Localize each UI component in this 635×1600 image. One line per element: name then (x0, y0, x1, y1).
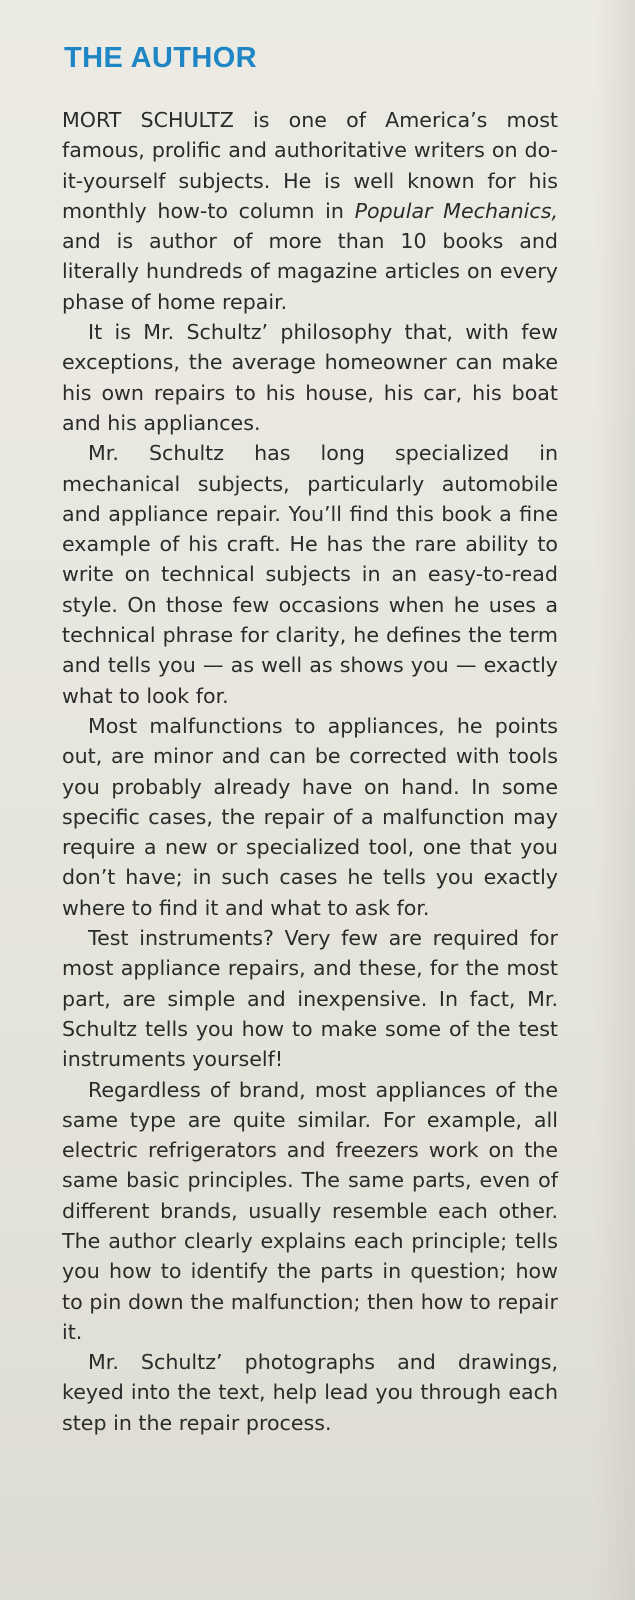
section-heading: THE AUTHOR (64, 42, 258, 74)
paragraph-4: Most malfunctions to appliances, he points out, are minor and can be corrected with tools you probably already have on hand. In some specific cases, the repair of a malfunction may require a new or specialized tool, one that you don’t have; in such cases he tells you exactly where to find it and what to ask for. (62, 713, 558, 920)
author-bio (62, 105, 558, 1438)
paragraph-1-lead: MORT SCHULTZ is one of America’s most famous, prolific and authoritative writers on do-it-yourself subjects. He is well known for his monthly how-to column in (62, 108, 558, 223)
paragraph-1-tail: and is author of more than 10 books and literally hundreds of magazine articles on every phase of home repair. (62, 229, 558, 314)
paragraph-7: Mr. Schultz’ photographs and drawings, keyed into the text, help lead you through each step in the repair process. (62, 1350, 558, 1435)
paragraph-2: It is Mr. Schultz’ philosophy that, with few exceptions, the average homeowner can make his own repairs to his house, his car, his boat and his appliances. (62, 320, 558, 435)
page-edge-shadow (595, 0, 635, 1600)
magazine-title: Popular Mechanics, (354, 198, 558, 223)
paragraph-3: Mr. Schultz has long specialized in mechanical subjects, particularly automobile and appliance repair. You’ll find this book a fine example of his craft. He has the rare ability to write on technical subjects in an easy-to-read style. On those few occasions when he uses a technical phrase for clarity, he defines the term and tells you — as well as shows you — exactly what to look for. (62, 441, 558, 708)
paragraph-5: Test instruments? Very few are required for most appliance repairs, and these, for the most part, are simple and inexpensive. In fact, Mr. Schultz tells you how to make some of the test instruments yourself! (62, 926, 558, 1072)
paragraph-1 (62, 105, 558, 317)
paragraph-6: Regardless of brand, most appliances of the same type are quite similar. For example, all electric refrigerators and freezers work on the same basic principles. The same parts, even of different brands, usually resemble each other. The author clearly explains each principle; tells you how to identify the parts in question; how to pin down the malfunction; then how to repair it. (62, 1077, 558, 1344)
